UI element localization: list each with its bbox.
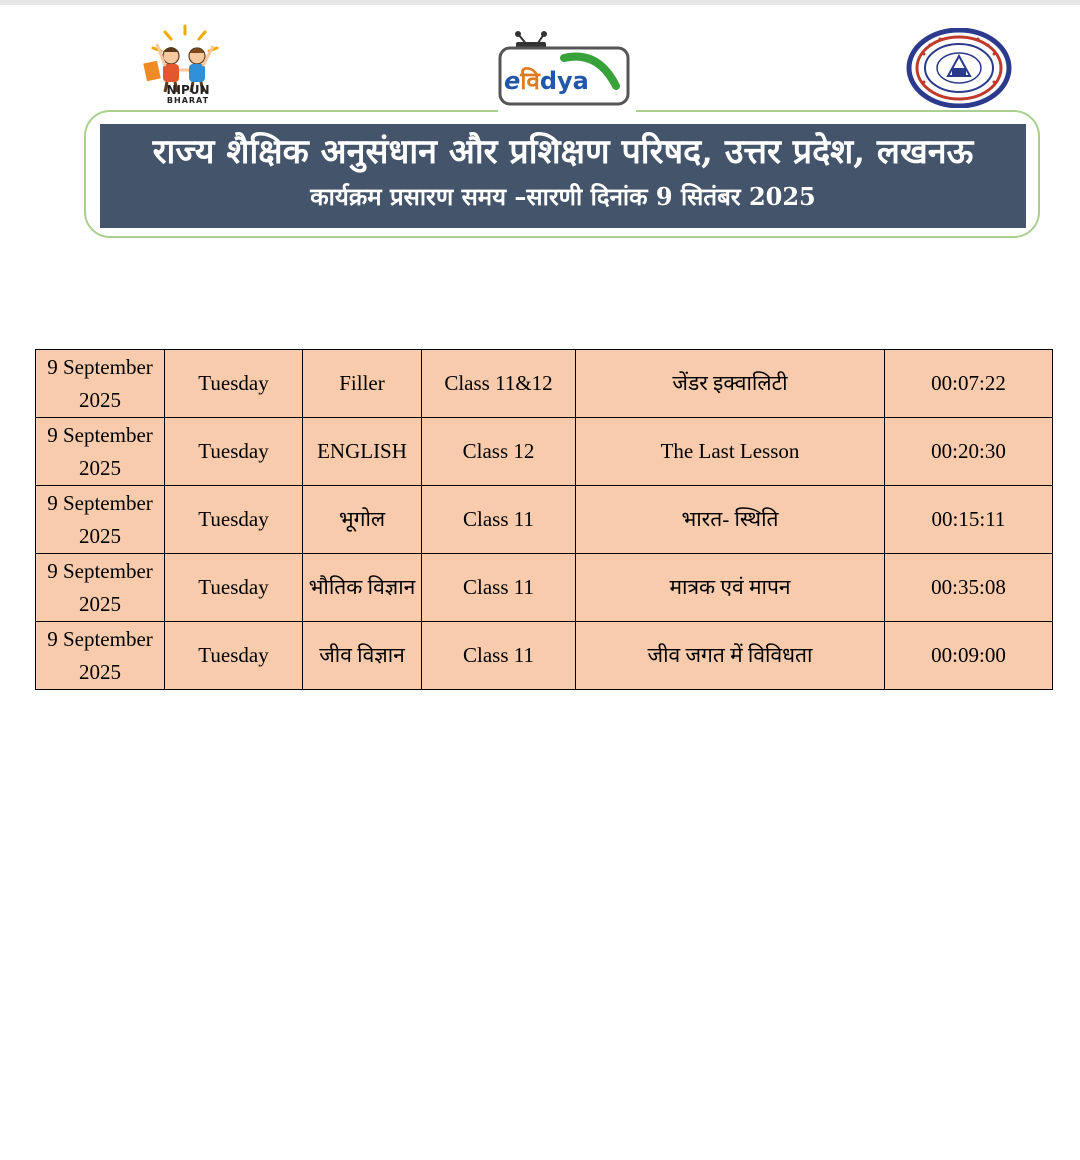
table-row (36, 554, 1053, 622)
day-cell: Tuesday (165, 350, 303, 418)
duration-cell: 00:20:30 (885, 418, 1053, 486)
subject-cell: जीव विज्ञान (303, 622, 422, 690)
date-cell: 9 September 2025 (36, 554, 165, 622)
class-cell: Class 11 (422, 486, 576, 554)
topic-cell: जीव जगत में विविधता (576, 622, 885, 690)
topic-cell: मात्रक एवं मापन (576, 554, 885, 622)
nipun-bharat-logo (135, 22, 235, 112)
class-cell: Class 12 (422, 418, 576, 486)
subject-cell: Filler (303, 350, 422, 418)
day-cell: Tuesday (165, 622, 303, 690)
page-subtitle: कार्यक्रम प्रसारण समय –सारणी दिनांक 9 सितंबर 2025 (310, 182, 816, 211)
evidya-logo (494, 28, 636, 112)
header-panel (100, 124, 1026, 228)
evidya-wordmark (504, 64, 589, 98)
top-strip (0, 0, 1080, 5)
duration-cell: 00:07:22 (885, 350, 1053, 418)
table-row (36, 418, 1053, 486)
bharat-word: BHARAT (166, 96, 210, 105)
evidya-e: e (504, 67, 521, 95)
subject-cell: भौतिक विज्ञान (303, 554, 422, 622)
page-title: राज्य शैक्षिक अनुसंधान और प्रशिक्षण परिषद, उत्तर प्रदेश, लखनऊ (152, 132, 974, 172)
date-cell: 9 September 2025 (36, 622, 165, 690)
table-row (36, 350, 1053, 418)
nipun-wordmark (153, 84, 223, 105)
evidya-vi: वि (520, 67, 540, 95)
class-cell: Class 11 (422, 554, 576, 622)
topic-cell: भारत- स्थिति (576, 486, 885, 554)
duration-cell: 00:15:11 (885, 486, 1053, 554)
evidya-dya: dya (539, 67, 589, 95)
duration-cell: 00:35:08 (885, 554, 1053, 622)
day-cell: Tuesday (165, 486, 303, 554)
scert-seal-icon (904, 28, 1014, 108)
day-cell: Tuesday (165, 554, 303, 622)
subject-cell: भूगोल (303, 486, 422, 554)
table-row (36, 486, 1053, 554)
date-cell: 9 September 2025 (36, 350, 165, 418)
nipun-word: NIPUN (166, 83, 210, 97)
subject-cell: ENGLISH (303, 418, 422, 486)
topic-cell: जेंडर इक्वालिटी (576, 350, 885, 418)
class-cell: Class 11&12 (422, 350, 576, 418)
class-cell: Class 11 (422, 622, 576, 690)
date-cell: 9 September 2025 (36, 486, 165, 554)
table-row (36, 622, 1053, 690)
day-cell: Tuesday (165, 418, 303, 486)
schedule-table (35, 349, 1053, 690)
schedule-body (36, 350, 1053, 690)
topic-cell: The Last Lesson (576, 418, 885, 486)
duration-cell: 00:09:00 (885, 622, 1053, 690)
scert-seal-logo (904, 28, 1014, 108)
header-frame-gap (498, 106, 636, 114)
date-cell: 9 September 2025 (36, 418, 165, 486)
